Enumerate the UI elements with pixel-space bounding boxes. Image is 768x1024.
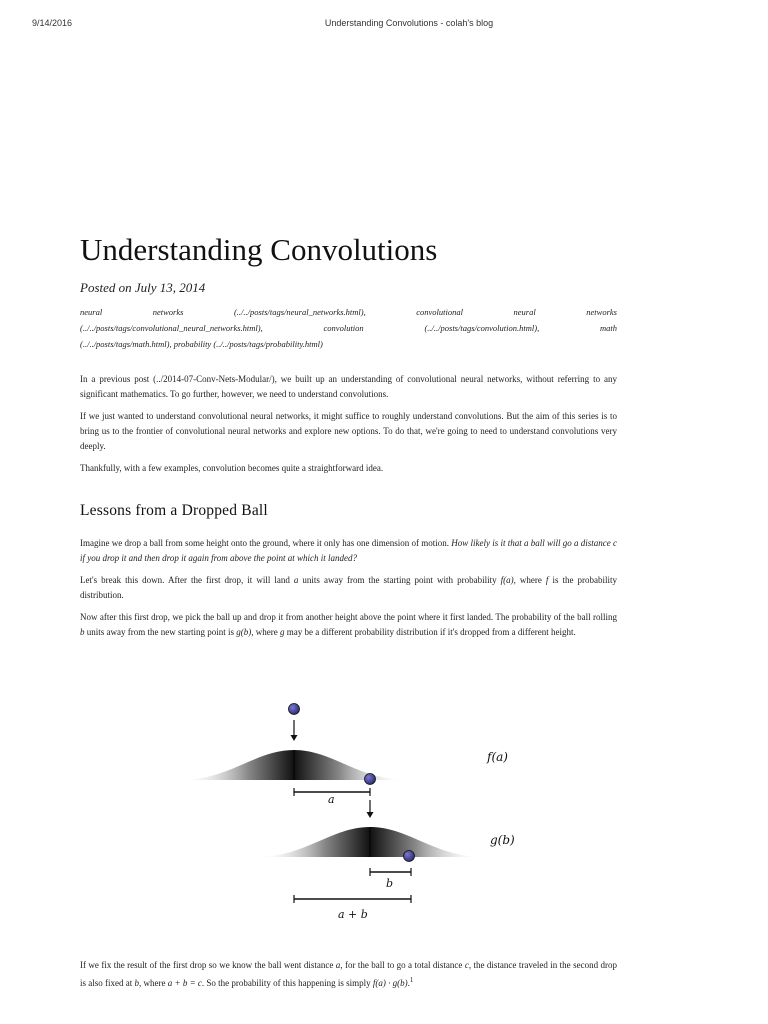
post-title: Understanding Convolutions (80, 232, 438, 267)
math-var: b (80, 627, 85, 637)
tag-word[interactable]: neural (80, 307, 103, 317)
label-b: b (386, 877, 394, 890)
paragraph-text: . So the probability of this happening is simply (201, 978, 371, 988)
math-var: b (134, 978, 139, 988)
intro-paragraph-3: Thankfully, with a few examples, convolution becomes quite a straightforward idea. (80, 463, 384, 473)
tag-word[interactable]: convolutional (416, 307, 463, 317)
math-expr: f(a) · g(b) (372, 978, 408, 988)
label-a: a (328, 793, 335, 806)
print-date: 9/14/2016 (32, 18, 73, 28)
paragraph-text: . (407, 978, 410, 988)
paragraph-text: Let's break this down. After the first drop, it will land (80, 575, 290, 585)
tag-link[interactable]: (../../posts/tags/convolutional_neural_networks.html), (80, 323, 263, 333)
tag-link[interactable]: (../../posts/tags/neural_networks.html), (233, 307, 366, 317)
tag-word[interactable]: networks (586, 307, 617, 317)
paragraph-text: , where (251, 627, 278, 637)
tag-list (80, 304, 617, 352)
math-var: g (279, 627, 285, 637)
paragraph-text: , for the ball to go a total distance (340, 960, 463, 970)
question-text: How likely is it that a ball will go a distance c if you drop it and then drop it again from above the point at which it landed? (80, 538, 617, 563)
after-figure-paragraph (80, 958, 617, 991)
paragraph-text: units away from the starting point with probability (302, 575, 497, 585)
drop-arrow-head-2 (367, 812, 374, 818)
math-var: f (545, 575, 549, 585)
paragraph-text: units away from the new starting point is (86, 627, 234, 637)
article (80, 232, 617, 647)
intro-paragraph-2: If we just wanted to understand convolutional neural networks, it might suffice to roughly understand convolutions. But the aim of this series is to bring us to the frontier of convolutional neural networks and explore new options. To do that, we're going to need to understand convolutions very deeply. (80, 411, 617, 451)
tag-line (80, 320, 617, 336)
math-expr: f(a) (500, 575, 514, 585)
paragraph-text: , the distance traveled in the second drop is also fixed at (80, 960, 618, 988)
section-paragraph-1 (80, 536, 617, 566)
paragraph-text: Imagine we drop a ball from some height onto the ground, where it only has one dimension of motion. (80, 538, 449, 548)
tag-line[interactable]: (../../posts/tags/math.html), probability (../../posts/tags/probability.html) (80, 339, 323, 349)
paragraph-text: is the probability distribution. (80, 575, 618, 600)
dropped-ball-figure (160, 692, 540, 927)
tag-word[interactable]: networks (152, 307, 184, 317)
tag-word[interactable]: math (599, 323, 617, 333)
math-expr: g(b) (236, 627, 252, 637)
tag-word[interactable]: neural (513, 307, 536, 317)
paragraph-text: If we fix the result of the first drop so we know the ball went distance (80, 960, 334, 970)
drop-arrow-head (291, 735, 298, 741)
paragraph-text: Now after this first drop, we pick the ball up and drop it from another height above the point where it first landed. The probability of the ball rolling (80, 612, 617, 622)
label-a-plus-b: a + b (338, 908, 368, 921)
post-figure-text (80, 958, 617, 998)
section-paragraph-3 (80, 610, 617, 640)
paragraph-text: , where (513, 575, 542, 585)
paragraph-text: may be a different probability distribution if it's dropped from a different height. (286, 627, 576, 637)
first-ball (289, 704, 300, 715)
intro-paragraph-1: In a previous post (../2014-07-Conv-Nets-Modular/), we built up an understanding of convolutional neural networks, without referring to any significant mathematics. To go further, however, we need to understand convolutions. (80, 374, 617, 399)
tag-line (80, 304, 617, 320)
label-f-of-a: f(a) (487, 750, 508, 764)
tag-word[interactable]: convolution (323, 323, 364, 333)
math-var: c (464, 960, 469, 970)
math-expr: a + b = c (167, 978, 202, 988)
math-var: a (335, 960, 341, 970)
landed-ball (365, 774, 376, 785)
print-page-title: Understanding Convolutions - colah's blog (324, 18, 494, 28)
footnote-link[interactable]: 1 (409, 976, 414, 984)
section-paragraph-2 (80, 573, 617, 603)
label-g-of-b: g(b) (490, 833, 515, 847)
second-landed-ball (404, 851, 415, 862)
math-var: a (293, 575, 299, 585)
paragraph-text: , where (139, 978, 166, 988)
post-date: Posted on July 13, 2014 (80, 280, 206, 295)
section-heading: Lessons from a Dropped Ball (80, 502, 268, 519)
dropped-ball-diagram (160, 692, 540, 927)
tag-link[interactable]: (../../posts/tags/convolution.html), (424, 323, 540, 333)
